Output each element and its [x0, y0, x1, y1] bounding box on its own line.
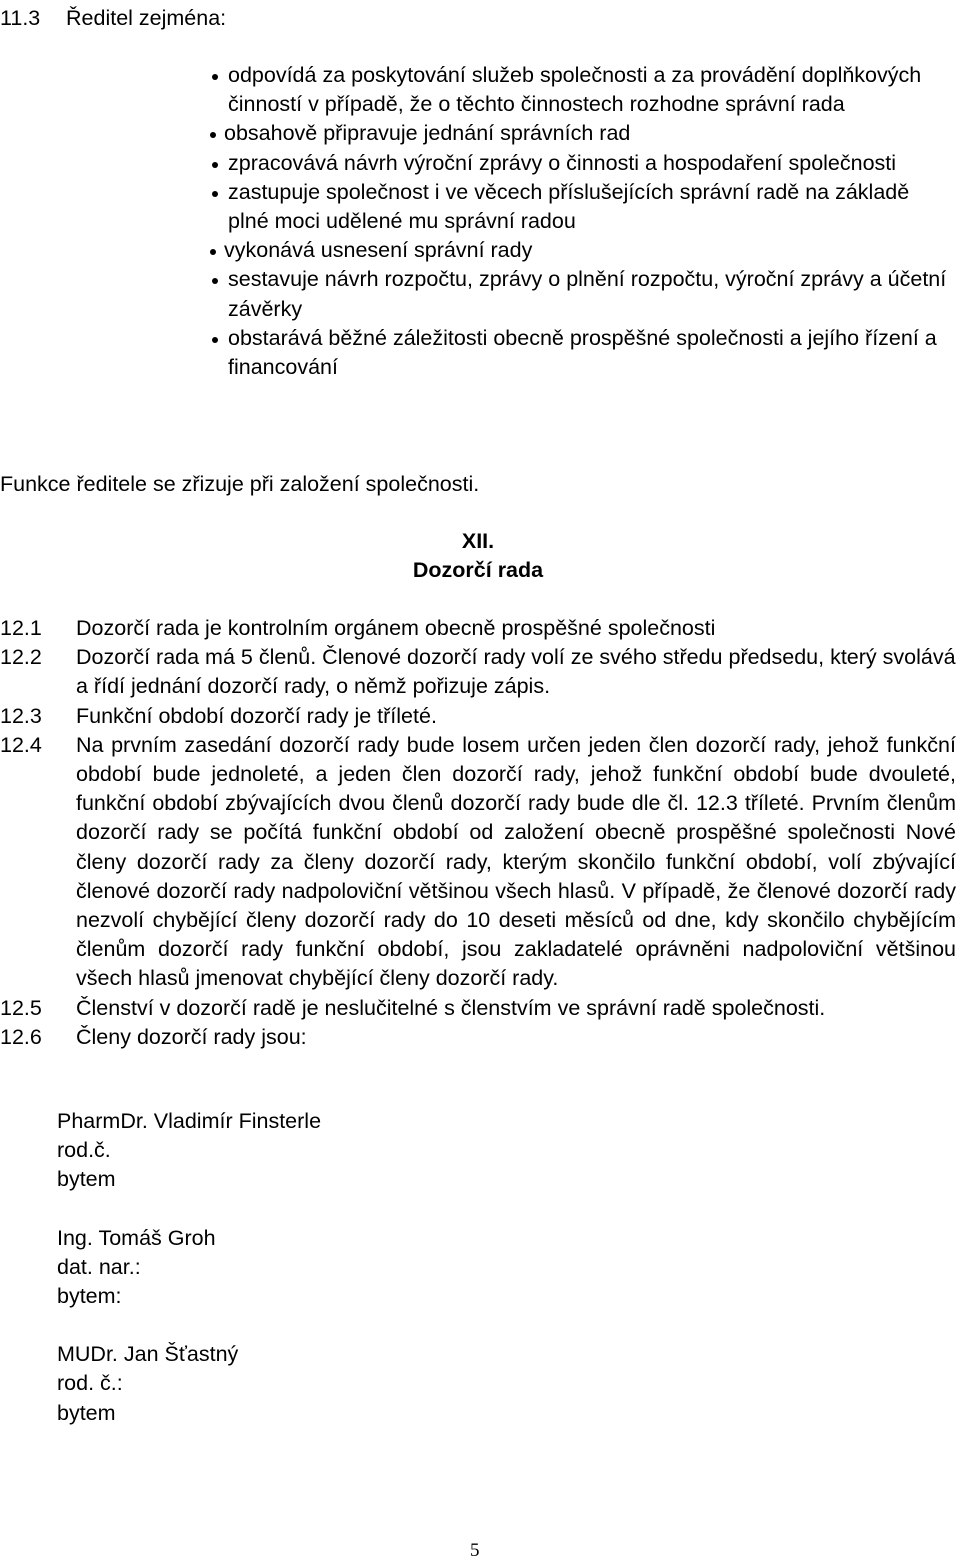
clause-12-1: [0, 614, 956, 643]
article-number: XII.: [461, 529, 495, 553]
clause-number: 12.3: [0, 703, 42, 728]
board-member: [57, 1224, 557, 1312]
clause-text: Členy dozorčí rady jsou:: [76, 1024, 307, 1049]
member-name: PharmDr. Vladimír Finsterle: [57, 1109, 322, 1133]
clause-12-4: [0, 731, 956, 994]
list-item: obstarává běžné záležitosti obecně prospěšné společnosti a jejího řízení a financování: [208, 324, 948, 382]
clause-number: 12.4: [0, 732, 42, 757]
director-duties-list: [208, 61, 948, 382]
member-residence-label: bytem: [57, 1167, 116, 1192]
member-id-label: rod.č.: [57, 1138, 111, 1163]
board-members-list: [57, 1107, 557, 1457]
clause-text: Dozorčí rada má 5 členů. Členové dozorčí rady volí ze svého středu předsedu, který svolává a řídí jednání dozorčí rady, o němž pořizuje zápis.: [76, 645, 956, 699]
member-residence-label: bytem: [57, 1400, 116, 1425]
member-id-label: dat. nar.:: [57, 1254, 141, 1279]
section-title: Ředitel zejména:: [66, 6, 227, 30]
clause-12-3: [0, 702, 956, 731]
clause-text: Dozorčí rada je kontrolním orgánem obecně prospěšné společnosti: [76, 616, 716, 640]
article-title: Dozorčí rada: [412, 558, 544, 582]
member-residence-label: bytem:: [57, 1284, 122, 1309]
list-item: odpovídá za poskytování služeb společnosti a za provádění doplňkových činností v případě, že o těchto činnostech rozhodne správní rada: [208, 61, 948, 119]
clause-text: Funkční období dozorčí rady je tříleté.: [76, 703, 437, 728]
clause-number: 12.2: [0, 645, 42, 670]
clause-12-5: [0, 994, 956, 1023]
list-item: sestavuje návrh rozpočtu, zprávy o plnění rozpočtu, výroční zprávy a účetní závěrky: [208, 265, 948, 323]
list-item: zpracovává návrh výroční zprávy o činnosti a hospodaření společnosti: [208, 149, 948, 178]
page-number: 5: [470, 1540, 480, 1561]
list-item: vykonává usnesení správní rady: [208, 236, 948, 265]
section-number: 11.3: [0, 6, 41, 30]
clause-text: Na prvním zasedání dozorčí rady bude losem určen jeden člen dozorčí rady, jehož funkční období bude jednoleté, a jeden člen dozorčí rady, jehož funkční období bude dvouleté, funkční období zbývajících dvou členů dozorčí rady bude dle čl. 12.3 tříleté. Prvním členům dozorčí rady se počítá funkční období od založení obecně prospěšné společnosti Nové členy dozorčí rady za členy dozorčí rady, kterým skončilo funkční období, volí zbývající členové dozorčí rady nadpoloviční většinou všech hlasů. V případě, že členové dozorčí rady nezvolí chybějící členy dozorčí rady do 10 deseti měsíců od dne, kdy skončilo chybějícím členům dozorčí rady funkční období, jsou zakladatelé oprávněni nadpoloviční většinou všech hlasů jmenovat chybějící členy dozorčí rady.: [76, 732, 956, 991]
clause-number: 12.6: [0, 1024, 42, 1049]
list-item: obsahově připravuje jednání správních rad: [208, 119, 948, 148]
director-closing-paragraph: Funkce ředitele se zřizuje při založení společnosti.: [0, 472, 480, 496]
member-name: MUDr. Jan Šťastný: [57, 1342, 239, 1367]
member-name: Ing. Tomáš Groh: [57, 1225, 216, 1250]
supervisory-board-clauses: [0, 614, 956, 1052]
board-member: [57, 1340, 557, 1428]
clause-12-2: [0, 643, 956, 701]
member-id-label: rod. č.:: [57, 1371, 123, 1396]
clause-text: Členství v dozorčí radě je neslučitelné s členstvím ve správní radě společnosti.: [76, 995, 826, 1020]
clause-number: 12.1: [0, 616, 42, 640]
list-item: zastupuje společnost i ve věcech příslušejících správní radě na základě plné moci udělené mu správní radou: [208, 178, 948, 236]
clause-12-6: [0, 1023, 956, 1052]
board-member: [57, 1107, 557, 1195]
section-heading-11-3: [0, 4, 226, 33]
clause-number: 12.5: [0, 995, 42, 1020]
